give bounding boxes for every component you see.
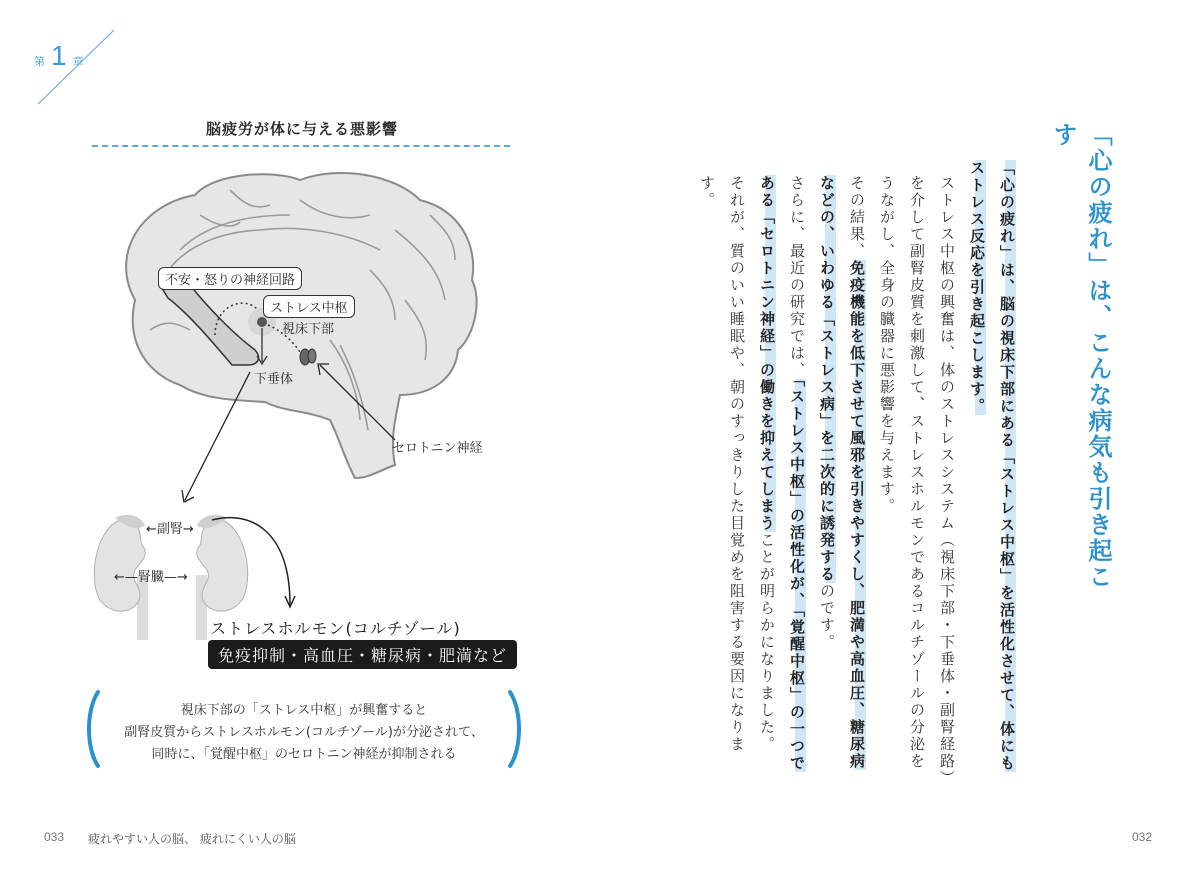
article-body [698, 160, 1022, 780]
summary-box [84, 690, 524, 770]
summary-line-1: 視床下部の「ストレス中枢」が興奮すると [180, 703, 428, 718]
label-stress-center: ストレス中枢 [263, 295, 355, 318]
paragraph-1 [962, 160, 1022, 780]
paragraph-4-text-a: さらに、最近の研究では、 [788, 175, 806, 379]
chapter-number: 1 [51, 40, 67, 71]
label-kidney: ←—腎臓—→ [114, 570, 188, 585]
label-serotonin-nerve: セロトニン神経 [392, 441, 483, 456]
summary-line-2: 副腎皮質からストレスホルモン(コルチゾール)が分泌されて、 [124, 725, 484, 740]
figure-title-rule [92, 145, 510, 147]
left-page-number: 033 [44, 830, 65, 844]
paragraph-2-text: ストレス中枢の興奮は、体のストレスシステム（視床下部・下垂体・副腎経路）を介して副腎皮質を刺激して、ストレスホルモンであるコルチゾールの分泌をうながし、全身の臓器に悪影響を与えます。 [878, 175, 956, 780]
paragraph-5 [692, 160, 752, 780]
paragraph-4 [752, 160, 812, 780]
right-bracket-icon [506, 690, 524, 768]
left-bracket-icon [84, 690, 102, 768]
label-anxiety-circuit: 不安・怒りの神経回路 [158, 267, 302, 290]
hormone-label: ストレスホルモン(コルチゾール) [210, 619, 461, 638]
paragraph-1-highlight: 「心の疲れ」は、脳の視床下部にある「ストレス中枢」を活性化させて、体にもストレス反応を引き起こします。 [968, 160, 1016, 772]
paragraph-3-text-a: その結果、 [848, 175, 866, 260]
paragraph-3 [812, 160, 872, 780]
paragraph-4-highlight: 「ストレス中枢」の活性化が、「覚醒中枢」の一つである「セロトニン神経」の働きを抑えてしまう [758, 175, 806, 772]
chapter-suffix: 章 [72, 55, 84, 68]
brain-kidney-illustration [80, 160, 530, 680]
label-pituitary: 下垂体 [254, 372, 294, 387]
paragraph-2 [872, 160, 962, 780]
left-page-footer [44, 830, 296, 847]
label-adrenal: ←副腎→ [146, 522, 194, 537]
paragraph-3-highlight: 免疫機能を低下させて風邪を引きやすくし、肥満や高血圧、糖尿病などの、いわゆる「ストレス病」を二次的に誘発する [818, 175, 866, 770]
paragraph-3-text-b: のです。 [818, 583, 836, 651]
disease-badge: 免疫抑制・高血圧・糖尿病・肥満など [208, 640, 517, 669]
paragraph-5-text: それが、質のいい睡眠や、朝のすっきりした目覚めを阻害する要因になります。 [698, 175, 746, 753]
paragraph-4-text-b: ことが明らかになりました。 [758, 532, 776, 753]
summary-line-3: 同時に、「覚醒中枢」のセロトニン神経が抑制される [151, 747, 457, 762]
right-page-number: 032 [1132, 830, 1153, 844]
chapter-prefix: 第 [34, 55, 45, 68]
figure-title: 脳疲労が体に与える悪影響 [205, 120, 398, 138]
chapter-divider-line [36, 28, 116, 106]
running-title: 疲れやすい人の脳、 疲れにくい人の脳 [88, 832, 296, 846]
label-hypothalamus: 視床下部 [282, 322, 335, 337]
article-headline: 「心の疲れ」は、こんな病気も引き起こす [1049, 122, 1112, 590]
